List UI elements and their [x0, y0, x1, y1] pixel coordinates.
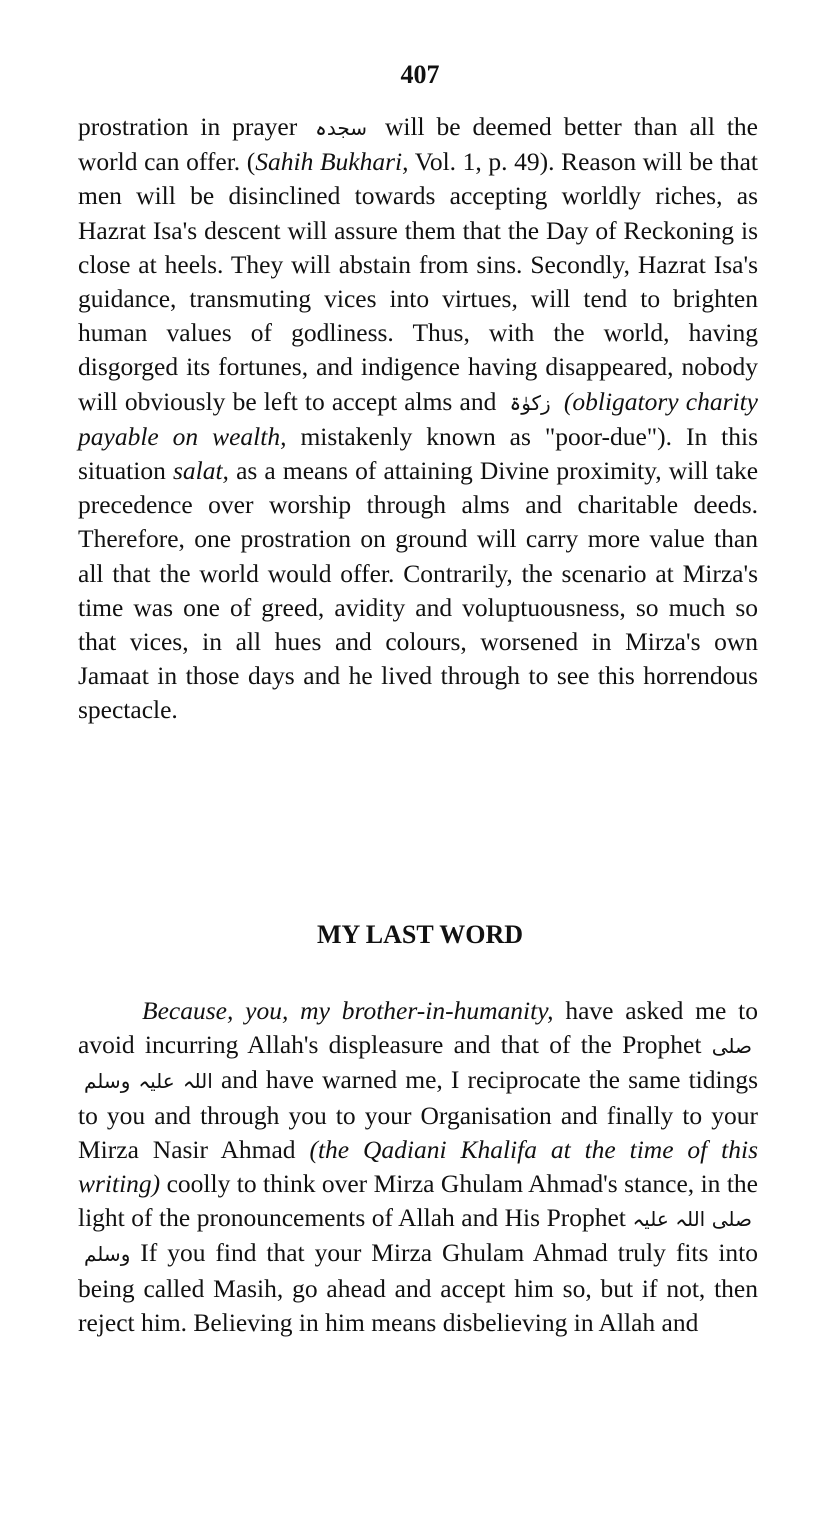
text-run: Vol. 1, p. 49). Reason will be that men will be disinclined towards accepting worldly riches, as Hazrat Isa's descent will assure them that the Day of Reckoning is close at heels. They will abstain from sins. Secondly, Hazrat Isa's guidance, transmuting vices into virtues, will tend to brighten human values of godliness. Thus, with the world, having disgorged its fortunes, and indigence having disappeared, nobody will obviously be left to accept alms and — [78, 147, 759, 416]
text-run: prostration in prayer — [78, 112, 298, 141]
paragraph-1 — [78, 110, 758, 728]
section-heading: MY LAST WORD — [316, 920, 524, 949]
paragraph-2 — [78, 994, 758, 1340]
arabic-sajda: سجدہ — [315, 116, 368, 140]
italic-address: Because, you, my brother-in-humanity, — [142, 996, 554, 1025]
italic-note: (the Qadiani Khalifa at the time of this writing) — [78, 1134, 758, 1199]
text-run: If you find that your Mirza Ghulam Ahmad truly fits into being called Masih, go ahead and accept him so, but if not, then reject him. Believing in him means disbelieving in Allah and — [78, 1238, 759, 1337]
text-run: mistakenly known as "poor-due"). In this situation — [78, 421, 759, 486]
italic-citation: Sahih Bukhari, — [255, 147, 409, 177]
arabic-zakat: زکوٰۃ — [509, 390, 551, 415]
text-run: will be deemed better than all the world can offer. ( — [78, 112, 758, 177]
italic-term: salat, — [172, 456, 229, 486]
text-run: coolly to think over Mirza Ghulam Ahmad's stance, in the light of the pronouncements of Allah and His Prophet — [78, 1169, 758, 1233]
italic-definition: (obligatory charity payable on wealth, — [78, 386, 758, 451]
arabic-salutation-2: صلی اللہ علیہ وسلم — [84, 1207, 753, 1267]
text-run: have asked me to avoid incurring Allah's displeasure and that of the Prophet — [78, 996, 759, 1060]
page-number: 407 — [400, 60, 440, 89]
text-run: as a means of attaining Divine proximity, will take precedence over worship through alms and charitable deeds. Therefore, one prostration on ground will carry more value than all that the world would offer. Contrarily, the scenario at Mirza's time was one of greed, avidity and voluptuousness, so much so that vices, in all hues and colours, worsened in Mirza's own Jamaat in those days and he lived through to see this horrendous spectacle. — [78, 456, 759, 725]
text-run: and have warned me, I reciprocate the same tidings to you and through you to your Organisation and finally to your Mirza Nasir Ahmad — [78, 1065, 758, 1164]
arabic-salutation-1: صلی اللہ علیہ وسلم — [84, 1034, 752, 1094]
